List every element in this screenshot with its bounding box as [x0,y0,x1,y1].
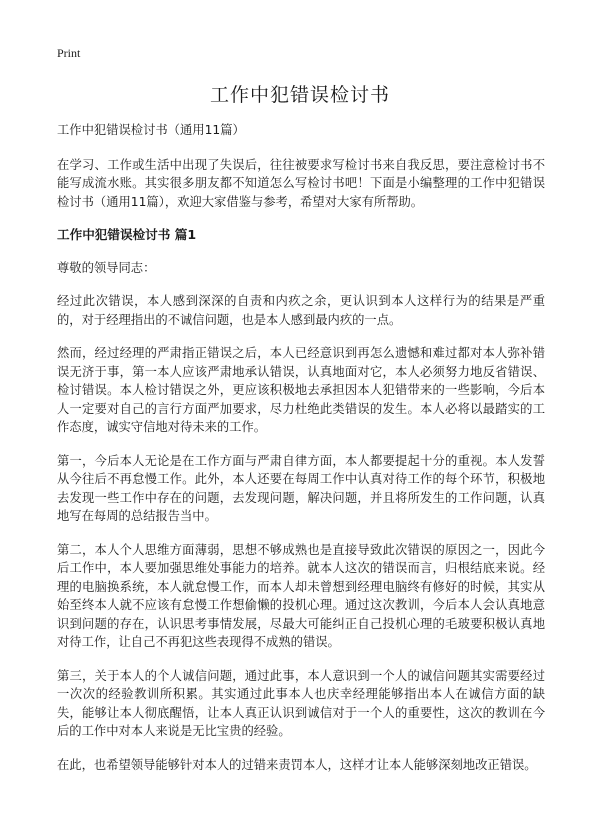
print-link[interactable]: Print [57,46,81,60]
greeting: 尊敬的领导同志： [57,260,156,275]
document-subtitle: 工作中犯错误检讨书（通用11篇） [57,123,245,137]
body-paragraph: 然而，经过经理的严肃指正错误之后，本人已经意识到再怎么遗憾和难过都对本人弥补错误无济于事，第一本人应该严肃地承认错误，认真地面对它，本人必须努力地反省错误、检讨错误。本人检讨错误之外，更应该积极地去承担因本人犯错带来的一些影响，今后本人一定要对自己的言行方面严加要求，尽力杜绝此类错误的发生。本人必将以最踏实的工作态度，诚实守信地对待未来的工作。 [57,346,545,434]
body-paragraph: 经过此次错误，本人感到深深的自责和内疚之余，更认识到本人这样行为的结果是严重的，对于经理指出的不诚信问题，也是本人感到最内疚的一点。 [57,294,545,327]
body-paragraph: 第二，本人个人思维方面薄弱，思想不够成熟也是直接导致此次错误的原因之一，因此今后工作中，本人要加强思维处事能力的培养。就本人这次的错误而言，归根结底来说。经理的电脑换系统，本人就怠慢工作，而本人却未曾想到经理电脑终有修好的时候，其实从始至终本人就不应该有怠慢工作想偷懒的投机心理。通过这次教训，今后本人会认真地意识到问题的存在，认识思考事情发展，尽最大可能纠正自己投机心理的毛玻要积极认真地对待工作，让自己不再犯这些表现得不成熟的错误。 [57,542,545,649]
section-heading: 工作中犯错误检讨书 篇1 [57,227,197,242]
closing-paragraph: 在此，也希望领导能够针对本人的过错来责罚本人，这样才让本人能够深刻地改正错误。 [57,757,537,772]
body-paragraph: 第一，今后本人无论是在工作方面与严肃自律方面，本人都要提起十分的重视。本人发誓从今往后不再怠慢工作。此外，本人还要在每周工作中认真对待工作的每个环节，积极地去发现一些工作中存在的问题，去发现问题，解决问题，并且将所发生的工作问题，认真地写在每周的总结报告当中。 [57,453,545,523]
document-title: 工作中犯错误检讨书 [209,84,390,106]
intro-paragraph: 在学习、工作或生活中出现了失误后，往往被要求写检讨书来自我反思，要注意检讨书不能写成流水账。其实很多朋友都不知道怎么写检讨书吧！下面是小编整理的工作中犯错误检讨书（通用11篇），欢迎大家借鉴与参考，希望对大家有所帮助。 [57,157,545,209]
body-paragraph: 第三，关于本人的个人诚信问题，通过此事，本人意识到一个人的诚信问题其实需要经过一次次的经验教训所积累。其实通过此事本人也庆幸经理能够指出本人在诚信方面的缺失，能够让本人彻底醒悟，让本人真正认识到诚信对于一个人的重要性，这次的教训在今后的工作中对本人来说是无比宝贵的经验。 [57,668,545,738]
document-body [57,121,545,774]
